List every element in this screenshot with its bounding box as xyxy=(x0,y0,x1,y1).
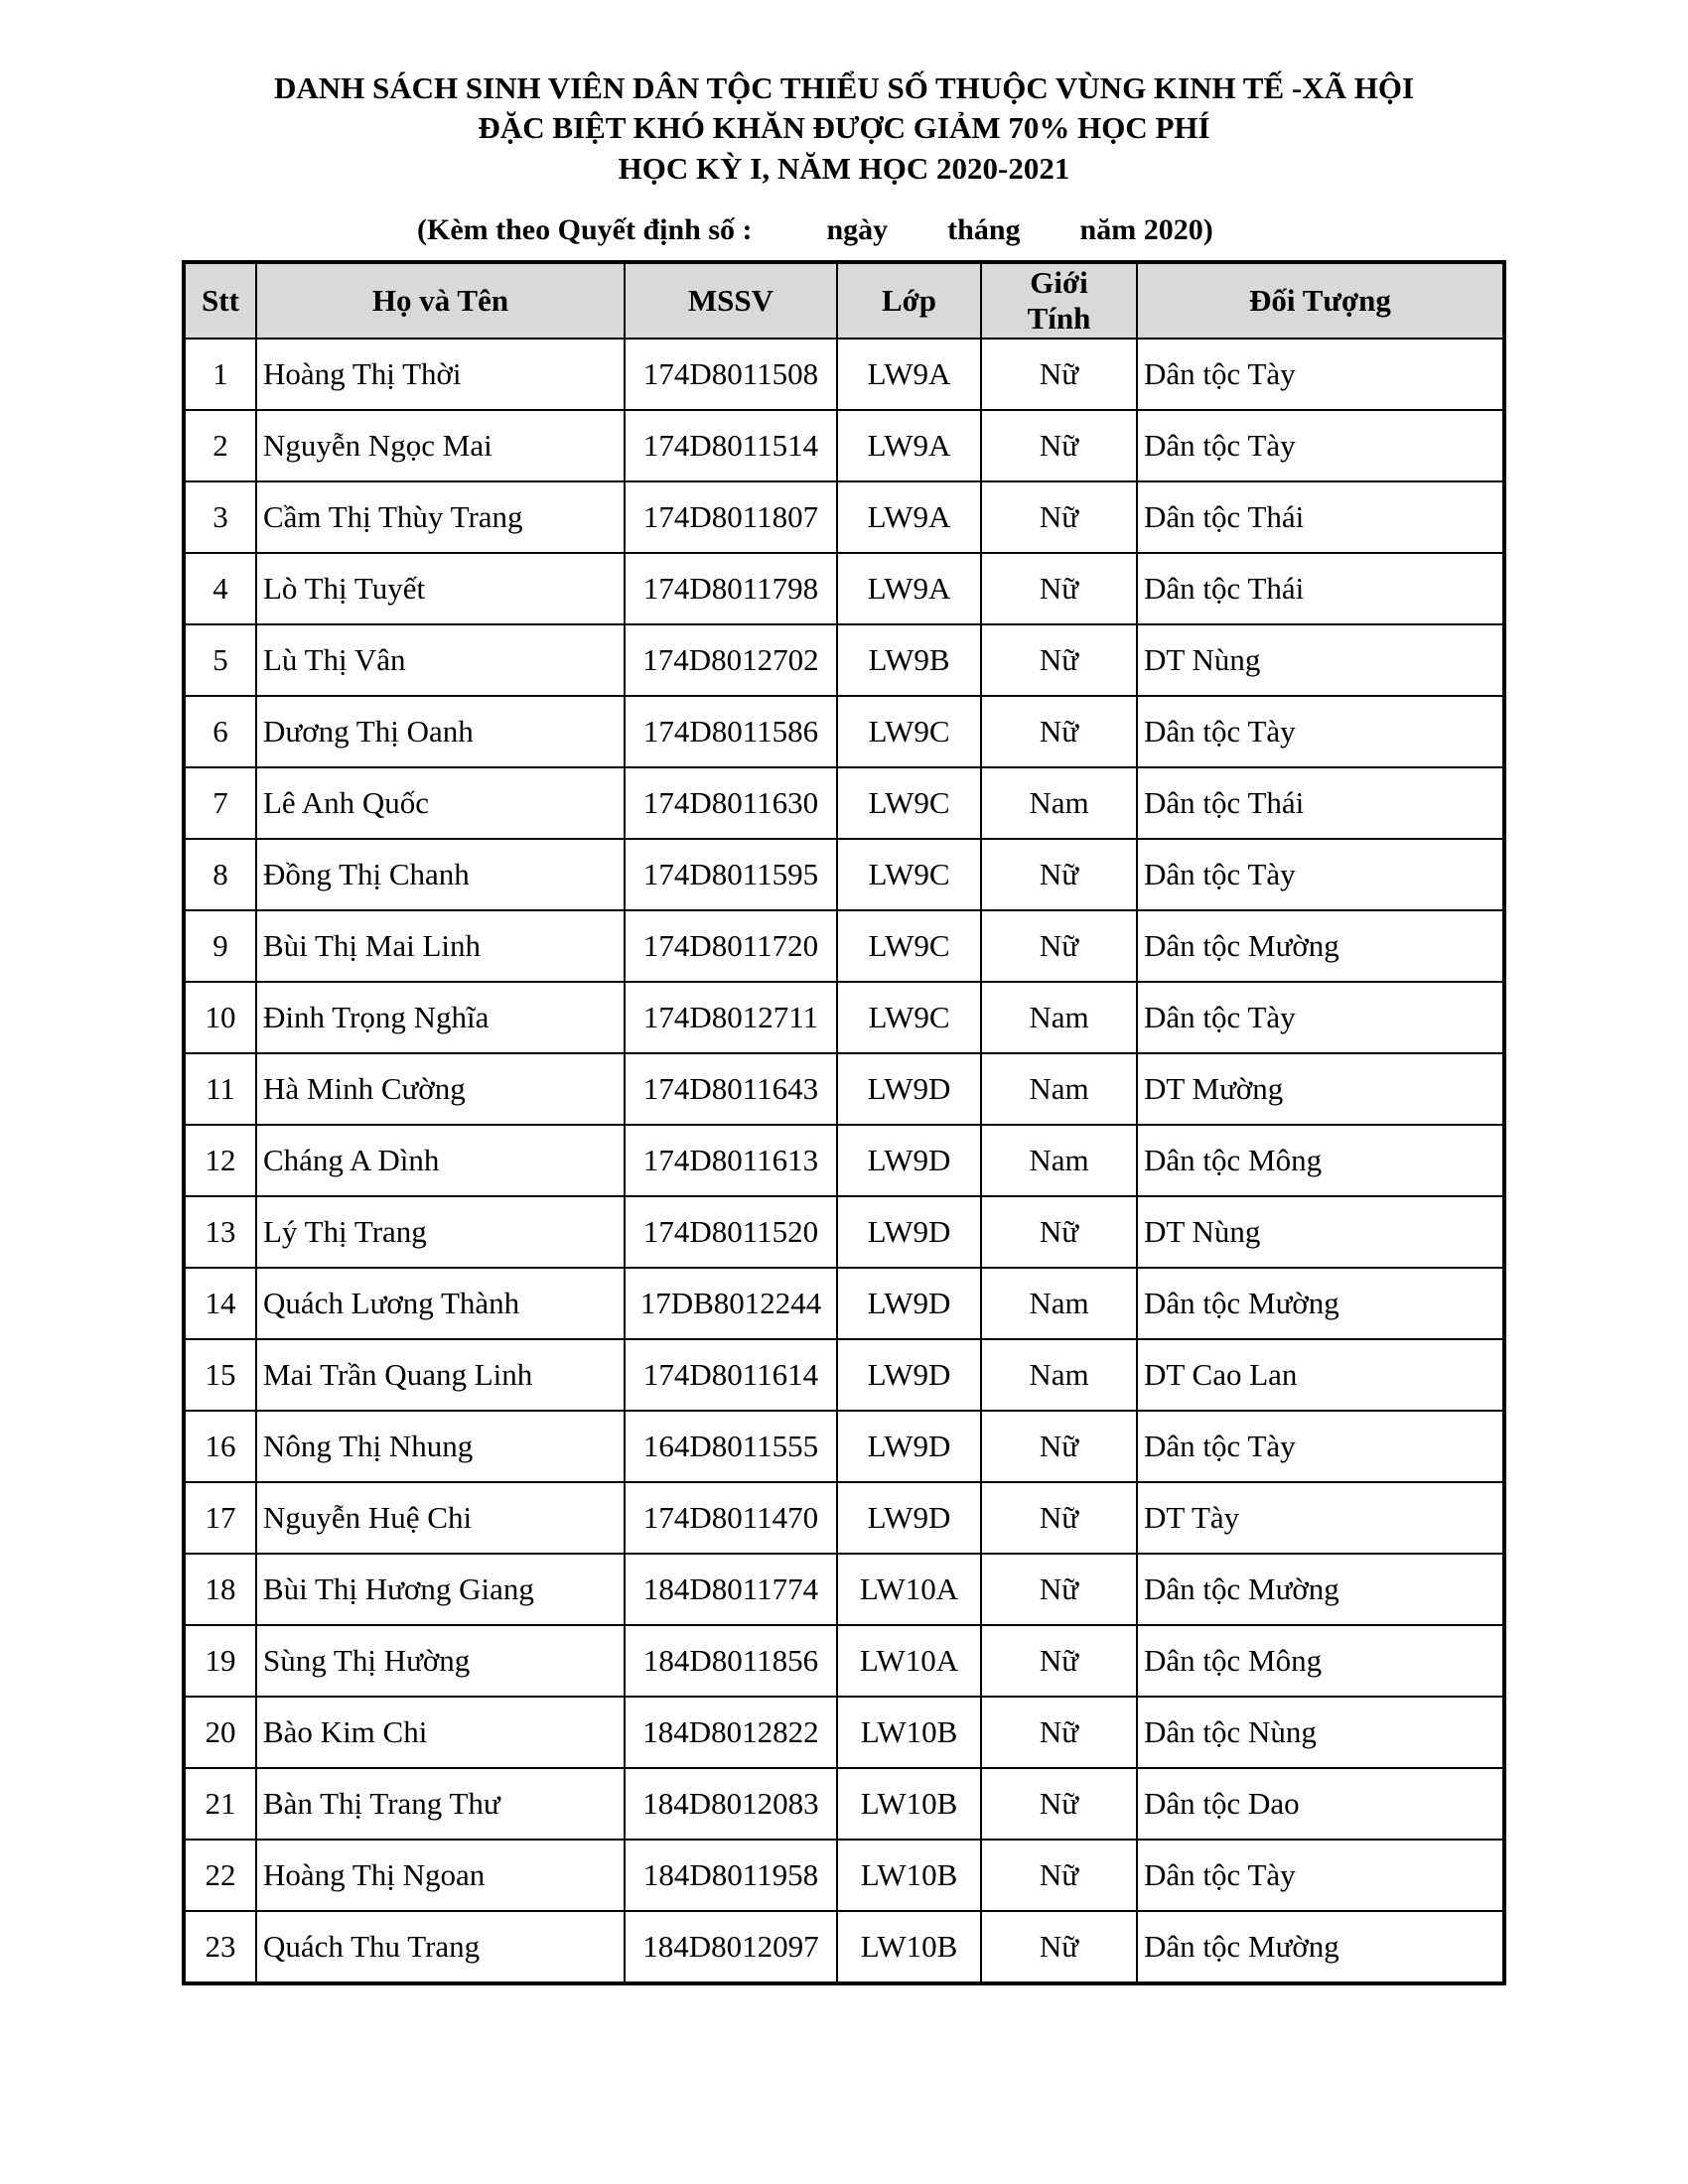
table-row xyxy=(184,1482,1504,1554)
table-header-row xyxy=(184,262,1504,339)
cell-class: LW9D xyxy=(837,1196,981,1268)
cell-mssv: 174D8011720 xyxy=(625,910,837,982)
cell-name: Sùng Thị Hường xyxy=(256,1625,625,1697)
cell-mssv: 174D8011470 xyxy=(625,1482,837,1554)
cell-mssv: 174D8011613 xyxy=(625,1125,837,1196)
cell-gender: Nữ xyxy=(981,1482,1137,1554)
cell-stt: 8 xyxy=(184,839,256,910)
table-row xyxy=(184,839,1504,910)
table-row xyxy=(184,1554,1504,1625)
cell-category: DT Nùng xyxy=(1137,1196,1504,1268)
header-class: Lớp xyxy=(837,262,981,339)
table-row xyxy=(184,910,1504,982)
cell-gender: Nữ xyxy=(981,1625,1137,1697)
cell-class: LW9A xyxy=(837,339,981,410)
cell-gender: Nữ xyxy=(981,1554,1137,1625)
cell-class: LW10A xyxy=(837,1625,981,1697)
cell-gender: Nữ xyxy=(981,1196,1137,1268)
cell-mssv: 174D8011807 xyxy=(625,481,837,553)
cell-class: LW9C xyxy=(837,767,981,839)
cell-mssv: 184D8012097 xyxy=(625,1911,837,1983)
cell-name: Lù Thị Vân xyxy=(256,624,625,696)
cell-category: Dân tộc Thái xyxy=(1137,481,1504,553)
cell-stt: 1 xyxy=(184,339,256,410)
table-row xyxy=(184,624,1504,696)
cell-stt: 20 xyxy=(184,1697,256,1768)
cell-stt: 2 xyxy=(184,410,256,481)
cell-category: Dân tộc Mường xyxy=(1137,910,1504,982)
cell-class: LW9C xyxy=(837,910,981,982)
cell-category: Dân tộc Tày xyxy=(1137,982,1504,1053)
cell-gender: Nữ xyxy=(981,481,1137,553)
cell-mssv: 184D8011958 xyxy=(625,1840,837,1911)
cell-stt: 16 xyxy=(184,1411,256,1482)
header-gender: Giới Tính xyxy=(981,262,1137,339)
cell-gender: Nữ xyxy=(981,910,1137,982)
cell-name: Hà Minh Cường xyxy=(256,1053,625,1125)
cell-name: Đinh Trọng Nghĩa xyxy=(256,982,625,1053)
cell-name: Cháng A Dình xyxy=(256,1125,625,1196)
cell-category: Dân tộc Dao xyxy=(1137,1768,1504,1840)
cell-category: Dân tộc Tày xyxy=(1137,339,1504,410)
cell-gender: Nam xyxy=(981,1268,1137,1339)
table-row xyxy=(184,481,1504,553)
cell-mssv: 174D8012702 xyxy=(625,624,837,696)
cell-name: Dương Thị Oanh xyxy=(256,696,625,767)
cell-class: LW9D xyxy=(837,1339,981,1411)
cell-category: DT Nùng xyxy=(1137,624,1504,696)
header-category: Đối Tượng xyxy=(1137,262,1504,339)
cell-mssv: 184D8012083 xyxy=(625,1768,837,1840)
cell-stt: 14 xyxy=(184,1268,256,1339)
document-title-line3: HỌC KỲ I, NĂM HỌC 2020-2021 xyxy=(618,151,1070,186)
table-row xyxy=(184,1625,1504,1697)
cell-gender: Nam xyxy=(981,982,1137,1053)
cell-name: Bùi Thị Mai Linh xyxy=(256,910,625,982)
cell-stt: 11 xyxy=(184,1053,256,1125)
cell-gender: Nữ xyxy=(981,1840,1137,1911)
cell-name: Lý Thị Trang xyxy=(256,1196,625,1268)
header-stt: Stt xyxy=(184,262,256,339)
cell-class: LW9D xyxy=(837,1053,981,1125)
cell-name: Cầm Thị Thùy Trang xyxy=(256,481,625,553)
table-row xyxy=(184,1339,1504,1411)
cell-gender: Nữ xyxy=(981,1911,1137,1983)
table-row xyxy=(184,1196,1504,1268)
cell-category: Dân tộc Tày xyxy=(1137,839,1504,910)
cell-mssv: 174D8011520 xyxy=(625,1196,837,1268)
cell-name: Bào Kim Chi xyxy=(256,1697,625,1768)
table-row xyxy=(184,1411,1504,1482)
cell-mssv: 174D8012711 xyxy=(625,982,837,1053)
cell-category: Dân tộc Mông xyxy=(1137,1625,1504,1697)
cell-class: LW9A xyxy=(837,410,981,481)
decision-reference: (Kèm theo Quyết định số : ngày tháng năm 2020) xyxy=(417,213,1213,246)
cell-name: Bàn Thị Trang Thư xyxy=(256,1768,625,1840)
cell-class: LW9D xyxy=(837,1411,981,1482)
table-row xyxy=(184,339,1504,410)
cell-stt: 21 xyxy=(184,1768,256,1840)
cell-class: LW10B xyxy=(837,1768,981,1840)
cell-category: Dân tộc Tày xyxy=(1137,696,1504,767)
cell-category: Dân tộc Tày xyxy=(1137,410,1504,481)
cell-stt: 10 xyxy=(184,982,256,1053)
cell-stt: 7 xyxy=(184,767,256,839)
cell-mssv: 174D8011595 xyxy=(625,839,837,910)
cell-mssv: 164D8011555 xyxy=(625,1411,837,1482)
cell-gender: Nữ xyxy=(981,553,1137,624)
table-row xyxy=(184,1053,1504,1125)
cell-mssv: 184D8011774 xyxy=(625,1554,837,1625)
cell-class: LW10B xyxy=(837,1697,981,1768)
table-row xyxy=(184,1268,1504,1339)
cell-class: LW9C xyxy=(837,982,981,1053)
cell-name: Hoàng Thị Thời xyxy=(256,339,625,410)
cell-stt: 4 xyxy=(184,553,256,624)
cell-stt: 6 xyxy=(184,696,256,767)
cell-stt: 5 xyxy=(184,624,256,696)
table-row xyxy=(184,553,1504,624)
cell-mssv: 174D8011798 xyxy=(625,553,837,624)
cell-category: DT Cao Lan xyxy=(1137,1339,1504,1411)
cell-gender: Nữ xyxy=(981,1768,1137,1840)
cell-category: DT Mường xyxy=(1137,1053,1504,1125)
cell-gender: Nữ xyxy=(981,1411,1137,1482)
cell-gender: Nữ xyxy=(981,696,1137,767)
table-row xyxy=(184,1911,1504,1983)
table-row xyxy=(184,982,1504,1053)
cell-gender: Nữ xyxy=(981,624,1137,696)
cell-name: Quách Thu Trang xyxy=(256,1911,625,1983)
cell-gender: Nữ xyxy=(981,1697,1137,1768)
cell-category: Dân tộc Mường xyxy=(1137,1911,1504,1983)
table-row xyxy=(184,410,1504,481)
cell-class: LW9B xyxy=(837,624,981,696)
cell-stt: 9 xyxy=(184,910,256,982)
cell-name: Nguyễn Huệ Chi xyxy=(256,1482,625,1554)
cell-gender: Nam xyxy=(981,1125,1137,1196)
cell-name: Lê Anh Quốc xyxy=(256,767,625,839)
cell-mssv: 17DB8012244 xyxy=(625,1268,837,1339)
cell-stt: 19 xyxy=(184,1625,256,1697)
cell-gender: Nữ xyxy=(981,839,1137,910)
cell-stt: 17 xyxy=(184,1482,256,1554)
cell-category: Dân tộc Mường xyxy=(1137,1554,1504,1625)
cell-name: Mai Trần Quang Linh xyxy=(256,1339,625,1411)
cell-gender: Nam xyxy=(981,767,1137,839)
cell-mssv: 184D8012822 xyxy=(625,1697,837,1768)
cell-stt: 15 xyxy=(184,1339,256,1411)
cell-stt: 23 xyxy=(184,1911,256,1983)
cell-category: Dân tộc Tày xyxy=(1137,1411,1504,1482)
header-mssv: MSSV xyxy=(625,262,837,339)
cell-class: LW9D xyxy=(837,1482,981,1554)
document-title-line2: ĐẶC BIỆT KHÓ KHĂN ĐƯỢC GIẢM 70% HỌC PHÍ xyxy=(478,110,1210,145)
cell-mssv: 174D8011508 xyxy=(625,339,837,410)
cell-stt: 18 xyxy=(184,1554,256,1625)
cell-name: Đồng Thị Chanh xyxy=(256,839,625,910)
cell-gender: Nữ xyxy=(981,410,1137,481)
cell-class: LW9D xyxy=(837,1125,981,1196)
cell-mssv: 174D8011643 xyxy=(625,1053,837,1125)
document-title-line1: DANH SÁCH SINH VIÊN DÂN TỘC THIỂU SỐ THUỘC VÙNG KINH TẾ -XÃ HỘI xyxy=(273,70,1415,105)
table-row xyxy=(184,1697,1504,1768)
cell-name: Nguyễn Ngọc Mai xyxy=(256,410,625,481)
cell-category: Dân tộc Thái xyxy=(1137,553,1504,624)
header-name: Họ và Tên xyxy=(256,262,625,339)
cell-gender: Nam xyxy=(981,1053,1137,1125)
cell-class: LW9D xyxy=(837,1268,981,1339)
cell-class: LW9A xyxy=(837,481,981,553)
cell-mssv: 174D8011614 xyxy=(625,1339,837,1411)
cell-class: LW10A xyxy=(837,1554,981,1625)
cell-category: Dân tộc Thái xyxy=(1137,767,1504,839)
cell-class: LW9C xyxy=(837,839,981,910)
cell-name: Lò Thị Tuyết xyxy=(256,553,625,624)
cell-category: Dân tộc Mông xyxy=(1137,1125,1504,1196)
cell-category: Dân tộc Mường xyxy=(1137,1268,1504,1339)
cell-class: LW9A xyxy=(837,553,981,624)
cell-gender: Nam xyxy=(981,1339,1137,1411)
cell-class: LW10B xyxy=(837,1911,981,1983)
student-table xyxy=(182,260,1506,1985)
cell-category: Dân tộc Tày xyxy=(1137,1840,1504,1911)
cell-gender: Nữ xyxy=(981,339,1137,410)
cell-mssv: 174D8011586 xyxy=(625,696,837,767)
cell-name: Hoàng Thị Ngoan xyxy=(256,1840,625,1911)
cell-stt: 12 xyxy=(184,1125,256,1196)
cell-stt: 3 xyxy=(184,481,256,553)
cell-name: Nông Thị Nhung xyxy=(256,1411,625,1482)
cell-name: Quách Lương Thành xyxy=(256,1268,625,1339)
cell-name: Bùi Thị Hương Giang xyxy=(256,1554,625,1625)
table-row xyxy=(184,1840,1504,1911)
table-row xyxy=(184,696,1504,767)
table-row xyxy=(184,1768,1504,1840)
table-row xyxy=(184,1125,1504,1196)
cell-mssv: 174D8011514 xyxy=(625,410,837,481)
cell-class: LW9C xyxy=(837,696,981,767)
cell-stt: 22 xyxy=(184,1840,256,1911)
cell-mssv: 184D8011856 xyxy=(625,1625,837,1697)
cell-class: LW10B xyxy=(837,1840,981,1911)
cell-category: DT Tày xyxy=(1137,1482,1504,1554)
cell-stt: 13 xyxy=(184,1196,256,1268)
table-row xyxy=(184,767,1504,839)
cell-category: Dân tộc Nùng xyxy=(1137,1697,1504,1768)
cell-mssv: 174D8011630 xyxy=(625,767,837,839)
